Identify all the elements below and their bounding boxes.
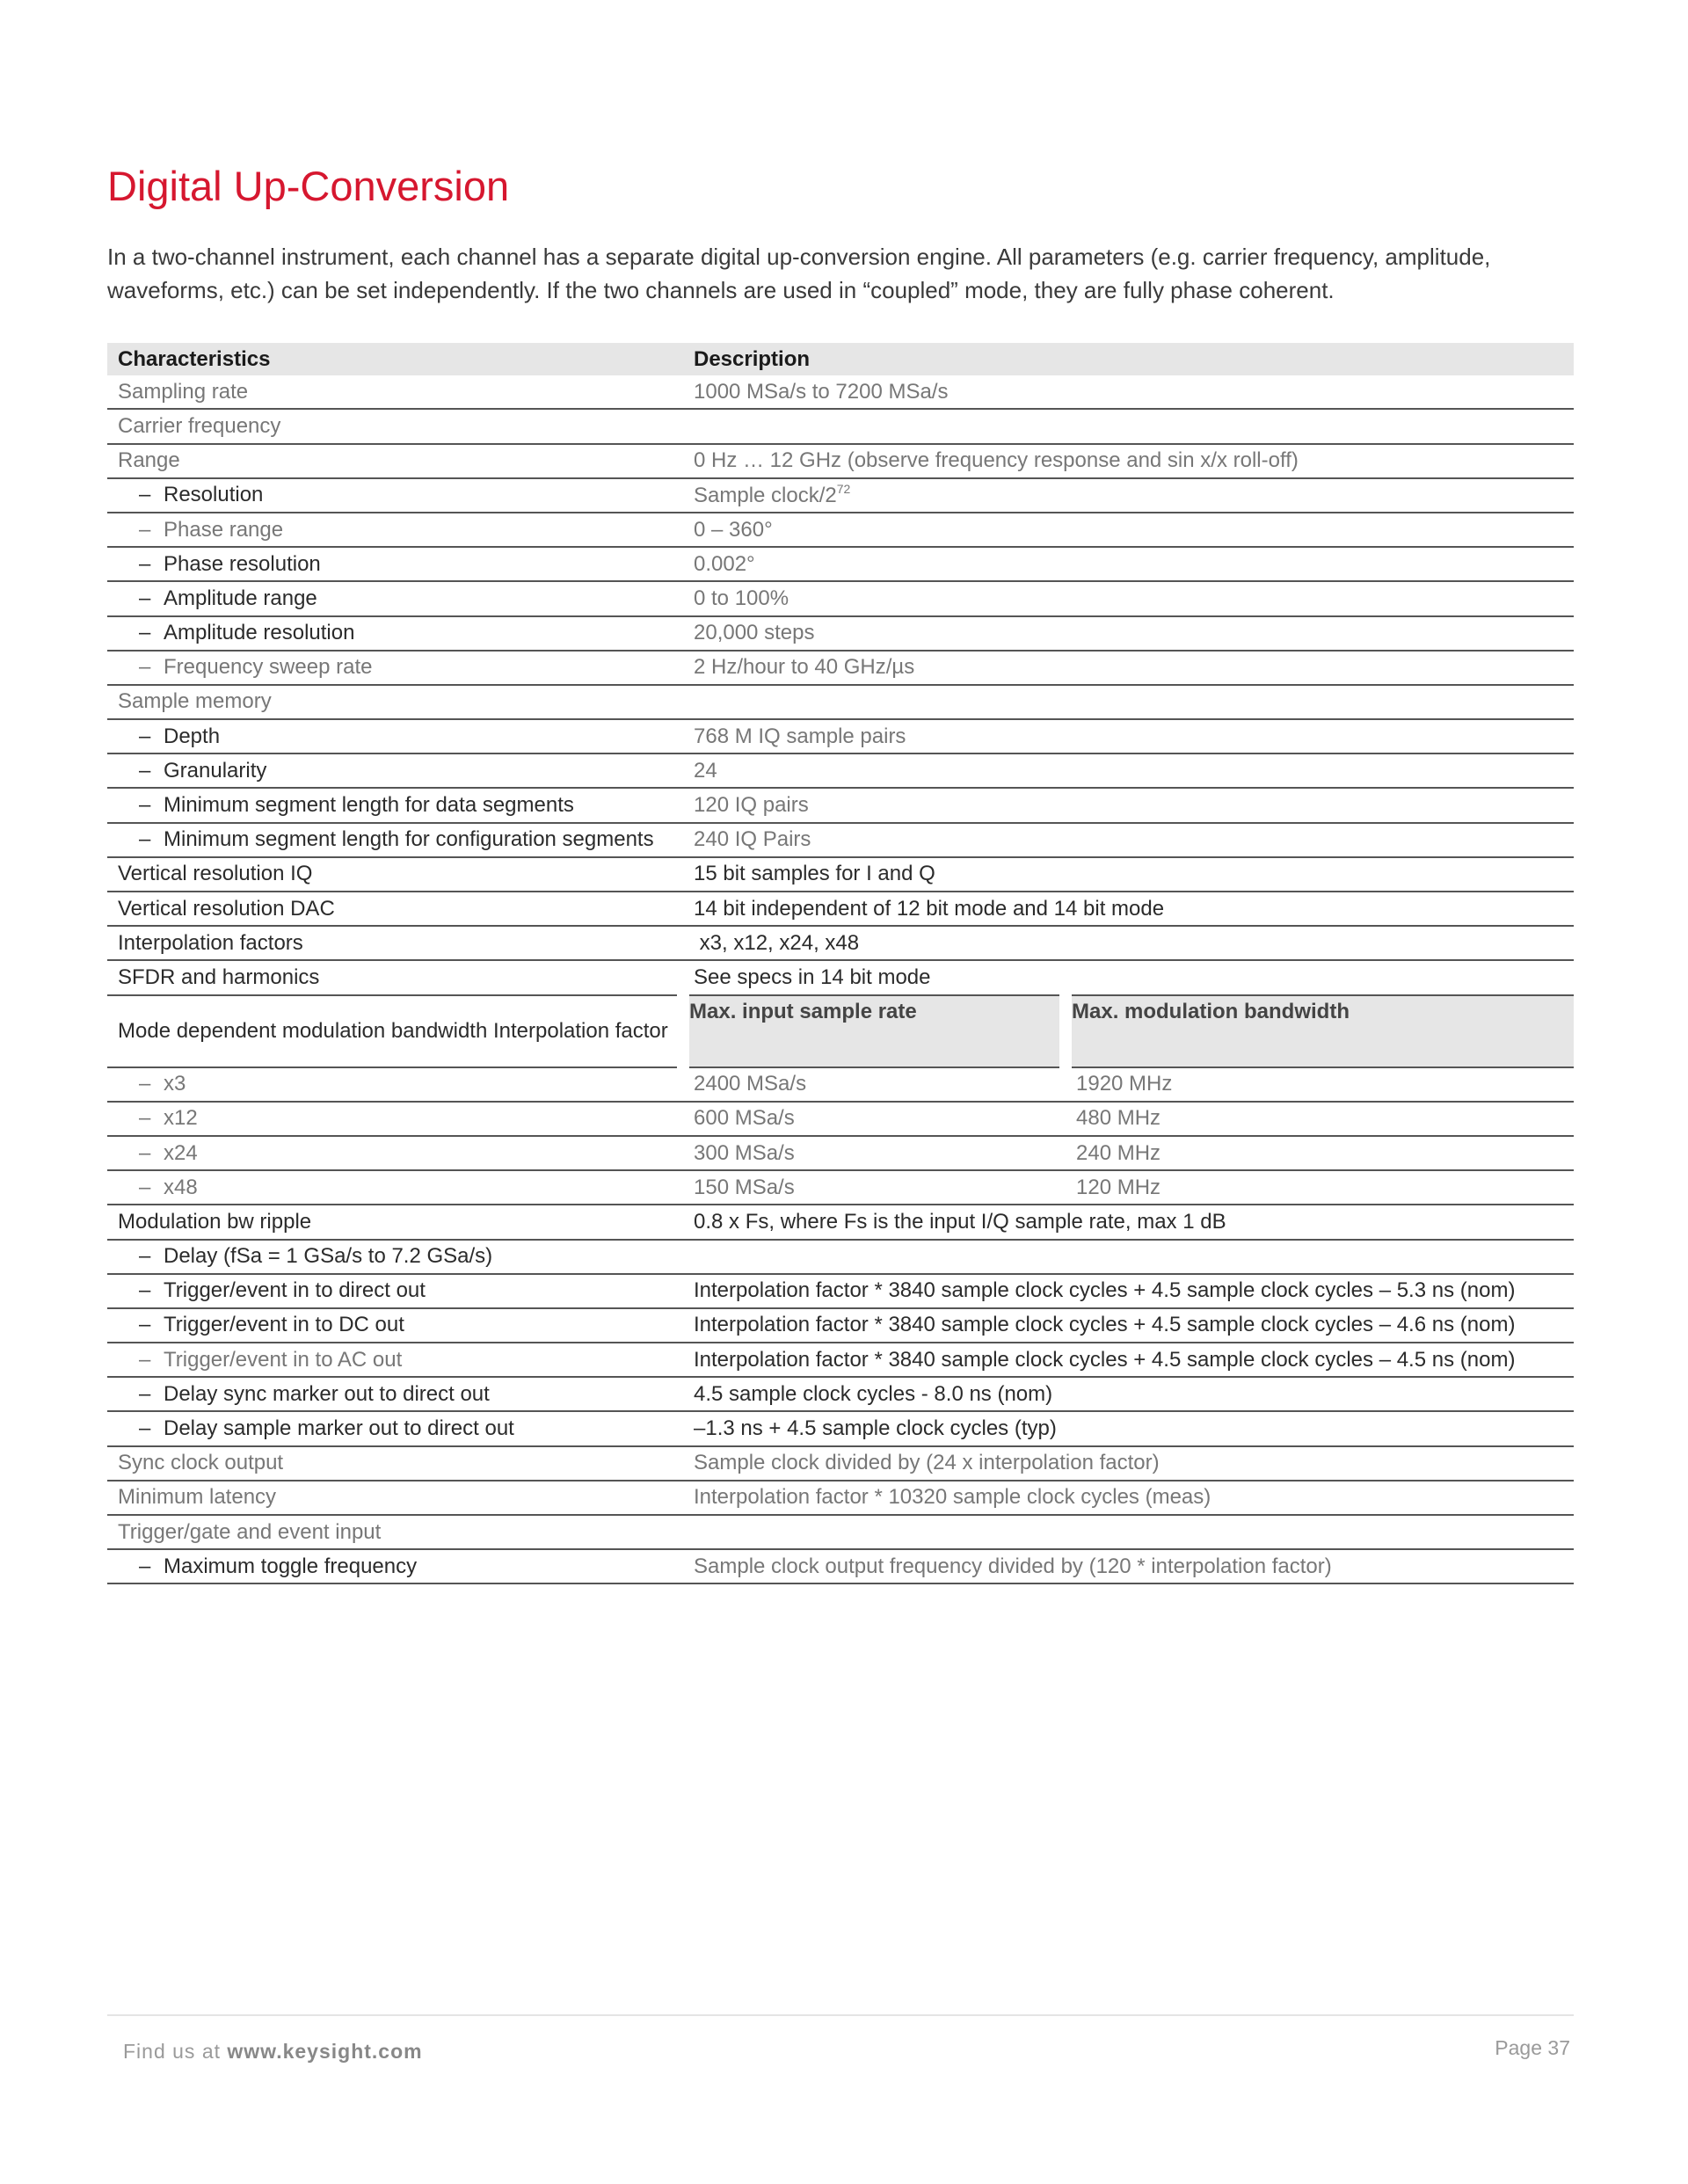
table-row [107, 1205, 1574, 1239]
description-cell: 0 – 360° [683, 513, 1574, 547]
table-row [107, 1446, 1574, 1481]
table-row [107, 1102, 1574, 1136]
table-row [107, 857, 1574, 892]
table-row [107, 513, 1574, 547]
max-modulation-bandwidth-cell: 1920 MHz [1066, 1067, 1574, 1102]
table-row [107, 995, 1574, 1067]
description-cell: Interpolation factor * 3840 sample clock cycles + 4.5 sample clock cycles – 4.5 ns (nom) [683, 1343, 1574, 1377]
table-row [107, 444, 1574, 478]
description-cell: 0.002° [683, 547, 1574, 581]
description-cell [683, 1240, 1574, 1274]
table-row [107, 1481, 1574, 1515]
characteristic-cell: Modulation bw ripple [107, 1205, 683, 1239]
footer-divider [107, 2014, 1574, 2016]
table-row [107, 1411, 1574, 1445]
characteristic-cell: – x12 [107, 1102, 683, 1136]
description-cell: 24 [683, 753, 1574, 788]
characteristic-cell: – Delay (fSa = 1 GSa/s to 7.2 GSa/s) [107, 1240, 683, 1274]
characteristic-cell: Range [107, 444, 683, 478]
description-cell: x3, x12, x24, x48 [683, 926, 1574, 960]
characteristic-cell: Sample memory [107, 685, 683, 719]
table-header-row [107, 343, 1574, 375]
characteristic-cell: – Maximum toggle frequency [107, 1549, 683, 1583]
table-row [107, 616, 1574, 651]
characteristic-cell: Mode dependent modulation bandwidth Interpolation factor [107, 995, 683, 1067]
page-title: Digital Up-Conversion [107, 163, 510, 209]
description-cell: 0 to 100% [683, 581, 1574, 615]
description-cell: 1000 MSa/s to 7200 MSa/s [683, 375, 1574, 409]
description-cell [683, 685, 1574, 719]
table-row [107, 685, 1574, 719]
description-cell: Interpolation factor * 10320 sample clock cycles (meas) [683, 1481, 1574, 1515]
max-input-sample-rate-cell: 2400 MSa/s [683, 1067, 1066, 1102]
characteristic-cell: – Trigger/event in to direct out [107, 1274, 683, 1308]
characteristic-cell: Interpolation factors [107, 926, 683, 960]
table-row [107, 1308, 1574, 1343]
table-row [107, 788, 1574, 822]
column-header-characteristics: Characteristics [107, 343, 683, 375]
subheader-max-modulation-bandwidth: Max. modulation bandwidth [1066, 995, 1574, 1067]
table-row [107, 581, 1574, 615]
characteristic-cell: – Trigger/event in to DC out [107, 1308, 683, 1343]
description-cell: Interpolation factor * 3840 sample clock cycles + 4.5 sample clock cycles – 4.6 ns (nom) [683, 1308, 1574, 1343]
table-row [107, 1343, 1574, 1377]
characteristic-cell: – Resolution [107, 478, 683, 513]
description-cell: 0.8 x Fs, where Fs is the input I/Q sample rate, max 1 dB [683, 1205, 1574, 1239]
table-row [107, 1067, 1574, 1102]
characteristic-cell: – Delay sample marker out to direct out [107, 1411, 683, 1445]
characteristic-cell: – x3 [107, 1067, 683, 1102]
description-cell: 20,000 steps [683, 616, 1574, 651]
table-row [107, 719, 1574, 753]
characteristic-cell: – Amplitude resolution [107, 616, 683, 651]
column-header-description: Description [683, 343, 1574, 375]
table-row [107, 547, 1574, 581]
description-cell: 2 Hz/hour to 40 GHz/µs [683, 651, 1574, 685]
table-row [107, 1274, 1574, 1308]
characteristic-cell: Sync clock output [107, 1446, 683, 1481]
characteristic-cell: – x48 [107, 1170, 683, 1205]
table-row [107, 960, 1574, 994]
characteristic-cell: – Granularity [107, 753, 683, 788]
max-modulation-bandwidth-cell: 480 MHz [1066, 1102, 1574, 1136]
description-cell: Interpolation factor * 3840 sample clock cycles + 4.5 sample clock cycles – 5.3 ns (nom) [683, 1274, 1574, 1308]
subheader-max-input-sample-rate: Max. input sample rate [683, 995, 1066, 1067]
table-row [107, 1170, 1574, 1205]
description-cell: 14 bit independent of 12 bit mode and 14 bit mode [683, 892, 1574, 926]
max-input-sample-rate-cell: 300 MSa/s [683, 1136, 1066, 1170]
description-cell [683, 409, 1574, 443]
description-cell: 240 IQ Pairs [683, 823, 1574, 857]
footer-find-us [123, 2040, 423, 2064]
characteristic-cell: – Frequency sweep rate [107, 651, 683, 685]
description-cell [683, 478, 1574, 513]
description-cell [683, 1515, 1574, 1549]
table-row [107, 1136, 1574, 1170]
table-row [107, 1515, 1574, 1549]
characteristic-cell: – Delay sync marker out to direct out [107, 1377, 683, 1411]
description-cell: Sample clock divided by (24 x interpolation factor) [683, 1446, 1574, 1481]
characteristic-cell: – x24 [107, 1136, 683, 1170]
characteristic-cell: – Trigger/event in to AC out [107, 1343, 683, 1377]
specifications-table [107, 343, 1574, 1584]
page-number: Page 37 [1495, 2036, 1570, 2059]
characteristic-cell: Vertical resolution IQ [107, 857, 683, 892]
characteristic-cell: Vertical resolution DAC [107, 892, 683, 926]
exponent: 72 [836, 482, 851, 497]
intro-paragraph: In a two-channel instrument, each channel has a separate digital up-conversion engine. All parameters (e.g. carrier frequency, amplitude, waveforms, etc.) can be set independently. If the two channels are used in “coupled” mode, they are fully phase coherent. [107, 244, 1491, 303]
table-row [107, 1549, 1574, 1583]
table-row [107, 753, 1574, 788]
characteristic-cell: Trigger/gate and event input [107, 1515, 683, 1549]
table-row [107, 375, 1574, 409]
max-input-sample-rate-cell: 600 MSa/s [683, 1102, 1066, 1136]
footer-find-prefix: Find us at [123, 2040, 228, 2063]
characteristic-cell: – Phase range [107, 513, 683, 547]
description-cell: 768 M IQ sample pairs [683, 719, 1574, 753]
table-row [107, 892, 1574, 926]
description-cell: 120 IQ pairs [683, 788, 1574, 822]
max-modulation-bandwidth-cell: 240 MHz [1066, 1136, 1574, 1170]
description-cell: Sample clock output frequency divided by (120 * interpolation factor) [683, 1549, 1574, 1583]
characteristic-cell: Sampling rate [107, 375, 683, 409]
characteristic-cell: SFDR and harmonics [107, 960, 683, 994]
characteristic-cell: Minimum latency [107, 1481, 683, 1515]
description-cell: –1.3 ns + 4.5 sample clock cycles (typ) [683, 1411, 1574, 1445]
description-cell: 15 bit samples for I and Q [683, 857, 1574, 892]
table-row [107, 1240, 1574, 1274]
max-input-sample-rate-cell: 150 MSa/s [683, 1170, 1066, 1205]
characteristic-cell: – Phase resolution [107, 547, 683, 581]
table-row [107, 926, 1574, 960]
table-row [107, 409, 1574, 443]
max-modulation-bandwidth-cell: 120 MHz [1066, 1170, 1574, 1205]
footer-website-link[interactable]: www.keysight.com [227, 2040, 423, 2063]
characteristic-cell: – Minimum segment length for configuration segments [107, 823, 683, 857]
description-cell: 0 Hz … 12 GHz (observe frequency response and sin x/x roll-off) [683, 444, 1574, 478]
table-row [107, 823, 1574, 857]
characteristic-cell: – Amplitude range [107, 581, 683, 615]
characteristic-cell: Carrier frequency [107, 409, 683, 443]
description-cell: 4.5 sample clock cycles - 8.0 ns (nom) [683, 1377, 1574, 1411]
table-row [107, 1377, 1574, 1411]
description-text: Sample clock/2 [694, 484, 837, 508]
table-row [107, 478, 1574, 513]
characteristic-cell: – Minimum segment length for data segments [107, 788, 683, 822]
characteristic-cell: – Depth [107, 719, 683, 753]
table-row [107, 651, 1574, 685]
description-cell: See specs in 14 bit mode [683, 960, 1574, 994]
